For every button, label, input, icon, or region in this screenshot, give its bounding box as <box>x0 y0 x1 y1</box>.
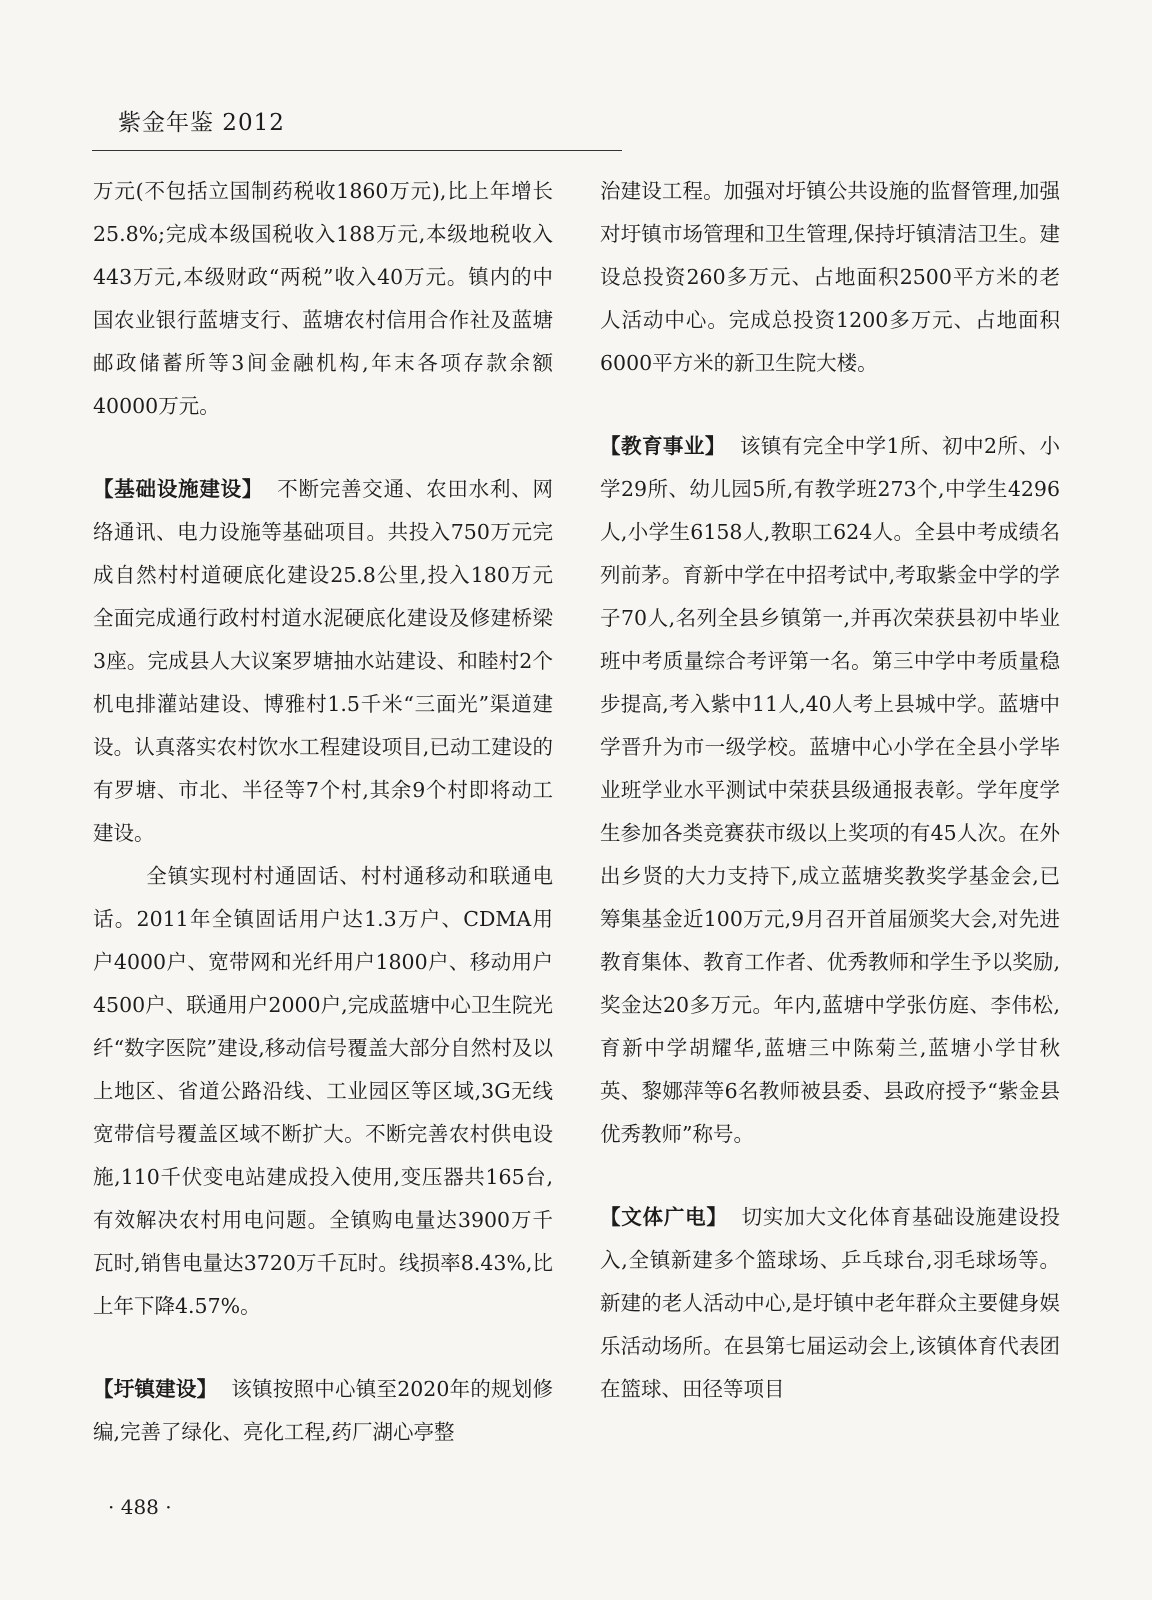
town-construction-continued: 治建设工程。加强对圩镇公共设施的监督管理,加强对圩镇市场管理和卫生管理,保持圩镇清洁卫生。建设总投资260多万元、占地面积2500平方米的老人活动中心。完成总投资1200多万元、占地面积6000平方米的新卫生院大楼。 <box>600 179 1060 375</box>
finance-paragraph: 万元(不包括立国制药税收1860万元),比上年增长25.8%;完成本级国税收入188万元,本级地税收入443万元,本级财政“两税”收入40万元。镇内的中国农业银行蓝塘支行、蓝塘农村信用合作社及蓝塘邮政储蓄所等3间金融机构,年末各项存款余额40000万元。 <box>93 179 553 418</box>
culture-heading: 【文体广电】 <box>600 1205 728 1229</box>
page-number: · 488 · <box>108 1495 172 1519</box>
town-construction-heading: 【圩镇建设】 <box>93 1377 218 1401</box>
right-column <box>600 170 1060 1411</box>
infrastructure-heading: 【基础设施建设】 <box>93 477 264 501</box>
town-construction-section <box>93 1368 553 1454</box>
telecom-paragraph: 全镇实现村村通固话、村村通移动和联通电话。2011年全镇固话用户达1.3万户、CDMA用户4000户、宽带网和光纤用户1800户、移动用户4500户、联通用户2000户,完成蓝塘中心卫生院光纤“数字医院”建设,移动信号覆盖大部分自然村及以上地区、省道公路沿线、工业园区等区域,3G无线宽带信号覆盖区域不断扩大。不断完善农村供电设施,110千伏变电站建成投入使用,变压器共165台,有效解决农村用电问题。全镇购电量达3900万千瓦时,销售电量达3720万千瓦时。线损率8.43%,比上年下降4.57%。 <box>93 864 553 1318</box>
culture-text: 切实加大文化体育基础设施建设投入,全镇新建多个篮球场、乒乓球台,羽毛球场等。新建的老人活动中心,是圩镇中老年群众主要健身娱乐活动场所。在县第七届运动会上,该镇体育代表团在篮球、田径等项目 <box>600 1205 1061 1401</box>
culture-section <box>600 1196 1060 1411</box>
education-heading: 【教育事业】 <box>600 434 726 458</box>
town-construction-text: 该镇按照中心镇至2020年的规划修编,完善了绿化、亮化工程,药厂湖心亭整 <box>93 1377 554 1444</box>
left-column <box>93 170 553 1454</box>
infrastructure-text: 不断完善交通、农田水利、网络通讯、电力设施等基础项目。共投入750万元完成自然村村道硬底化建设25.8公里,投入180万元全面完成通行政村村道水泥硬底化建设及修建桥梁3座。完成县人大议案罗塘抽水站建设、和睦村2个机电排灌站建设、博雅村1.5千米“三面光”渠道建设。认真落实农村饮水工程建设项目,已动工建设的有罗塘、市北、半径等7个村,其余9个村即将动工建设。 <box>93 477 554 845</box>
running-title: 紫金年鉴 2012 <box>118 110 285 136</box>
education-text: 该镇有完全中学1所、初中2所、小学29所、幼儿园5所,有教学班273个,中学生4296人,小学生6158人,教职工624人。全县中考成绩名列前茅。育新中学在中招考试中,考取紫金中学的学子70人,名列全县乡镇第一,并再次荣获县初中毕业班中考质量综合考评第一名。第三中学中考质量稳步提高,考入紫中11人,40人考上县城中学。蓝塘中学晋升为市一级学校。蓝塘中心小学在全县小学毕业班学业水平测试中荣获县级通报表彰。学年度学生参加各类竞赛获市级以上奖项的有45人次。在外出乡贤的大力支持下,成立蓝塘奖教奖学基金会,已筹集基金近100万元,9月召开首届颁奖大会,对先进教育集体、教育工作者、优秀教师和学生予以奖励,奖金达20多万元。年内,蓝塘中学张仿庭、李伟松,育新中学胡耀华,蓝塘三中陈菊兰,蓝塘小学甘秋英、黎娜萍等6名教师被县委、县政府授予“紫金县优秀教师”称号。 <box>600 434 1061 1146</box>
education-section <box>600 425 1060 1156</box>
infrastructure-section <box>93 468 553 855</box>
header-rule <box>92 150 622 151</box>
